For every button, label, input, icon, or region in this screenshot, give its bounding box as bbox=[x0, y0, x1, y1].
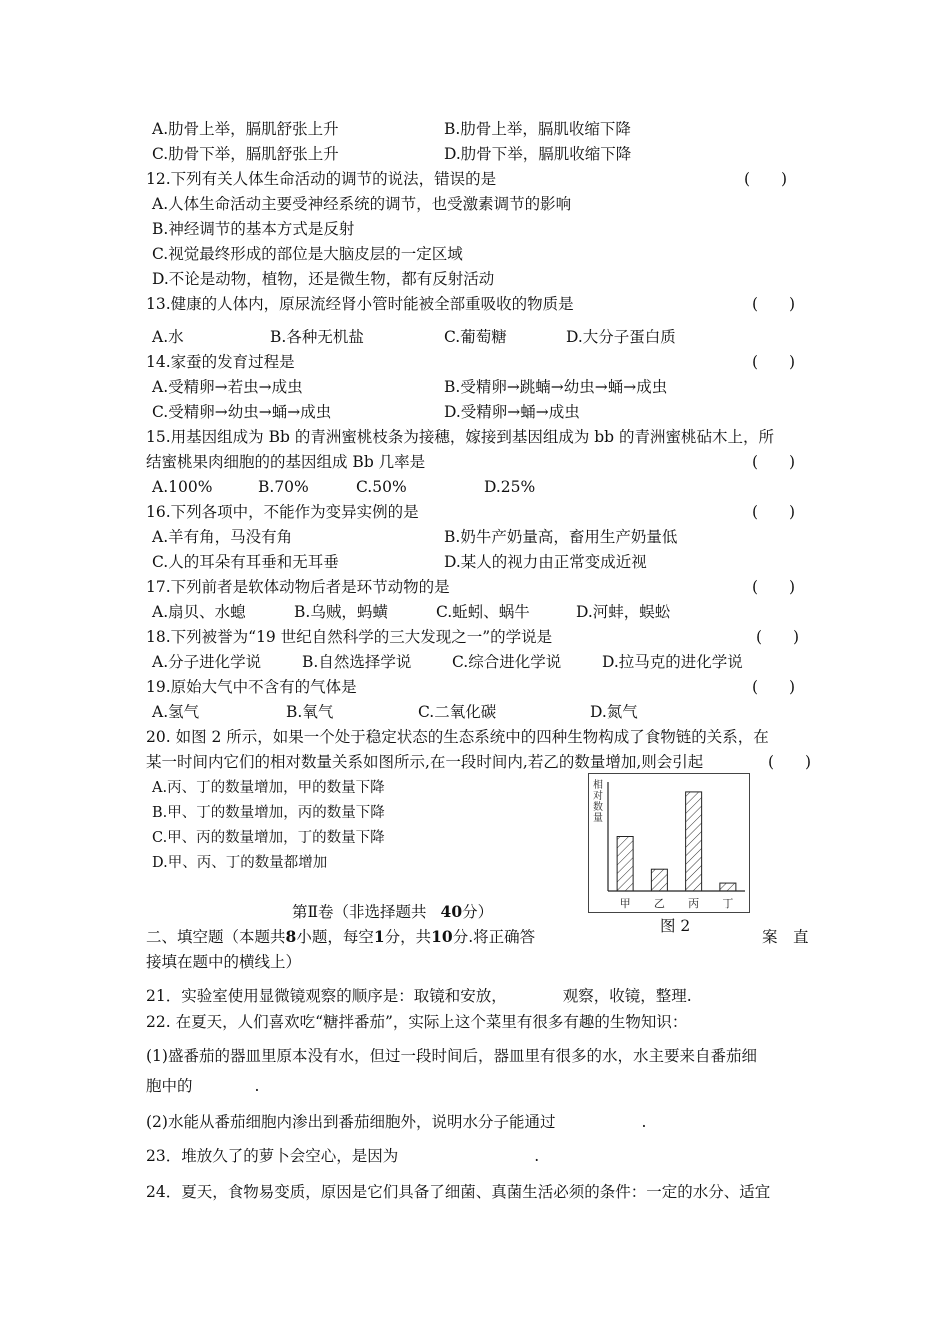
option-14c: C.受精卵→幼虫→蛹→成虫 bbox=[152, 403, 332, 421]
section-2-heading-tail: 案 直 bbox=[762, 928, 809, 946]
section-2-title: 第Ⅱ卷（非选择题共 40分） bbox=[292, 902, 494, 921]
option-11b: B.肋骨上举，膈肌收缩下降 bbox=[444, 120, 631, 138]
figure-2-caption: 图 2 bbox=[660, 917, 691, 935]
option-12c: C.视觉最终形成的部位是大脑皮层的一定区域 bbox=[152, 245, 463, 263]
answer-bracket-15: ( ) bbox=[752, 453, 796, 471]
option-19d: D.氮气 bbox=[590, 703, 638, 721]
question-21: 21．实验室使用显微镜观察的顺序是：取镜和安放， 观察，收镜，整理. bbox=[146, 987, 692, 1005]
option-11d: D.肋骨下举，膈肌收缩下降 bbox=[444, 145, 632, 163]
answer-bracket-13: ( ) bbox=[752, 295, 796, 313]
option-18a: A.分子进化学说 bbox=[152, 653, 262, 671]
option-15b: B.70% bbox=[258, 478, 309, 496]
question-22-part2: (2)水能从番茄细胞内渗出到番茄细胞外，说明水分子能通过 . bbox=[146, 1113, 647, 1131]
option-20b: B.甲、丁的数量增加，丙的数量下降 bbox=[152, 805, 385, 821]
category-label: 乙 bbox=[653, 897, 665, 910]
question-16-stem: 16.下列各项中，不能作为变异实例的是 bbox=[146, 503, 419, 521]
option-12d: D.不论是动物，植物，还是微生物，都有反射活动 bbox=[152, 270, 495, 288]
option-17b: B.乌贼，蚂蟥 bbox=[294, 603, 388, 621]
option-15d: D.25% bbox=[484, 478, 536, 496]
y-axis-label-char: 量 bbox=[593, 813, 603, 824]
question-12-stem: 12.下列有关人体生命活动的调节的说法，错误的是 bbox=[146, 170, 497, 188]
bar-3 bbox=[686, 792, 702, 891]
bar-1 bbox=[617, 837, 633, 892]
question-15-stem-line2: 结蜜桃果肉细胞的的基因组成 Bb 几率是 bbox=[146, 453, 426, 471]
section-2-heading-line2: 接填在题中的横线上） bbox=[146, 953, 302, 971]
option-14a: A.受精卵→若虫→成虫 bbox=[152, 378, 303, 396]
question-23: 23．堆放久了的萝卜会空心，是因为 . bbox=[146, 1147, 540, 1165]
answer-bracket-14: ( ) bbox=[752, 353, 796, 371]
answer-bracket-18: ( ) bbox=[756, 628, 800, 646]
option-17d: D.河蚌，蜈蚣 bbox=[576, 603, 671, 621]
option-20d: D.甲、丙、丁的数量都增加 bbox=[152, 855, 328, 871]
figure-2-bar-chart bbox=[588, 773, 750, 913]
category-label: 丙 bbox=[688, 897, 700, 910]
question-14-stem: 14.家蚕的发育过程是 bbox=[146, 353, 295, 371]
option-17c: C.蚯蚓、蜗牛 bbox=[436, 603, 530, 621]
option-16c: C.人的耳朵有耳垂和无耳垂 bbox=[152, 553, 339, 571]
category-label: 甲 bbox=[619, 897, 631, 910]
option-18d: D.拉马克的进化学说 bbox=[602, 653, 743, 671]
answer-bracket-17: ( ) bbox=[752, 578, 796, 596]
option-13a: A.水 bbox=[152, 328, 184, 346]
option-12a: A.人体生命活动主要受神经系统的调节，也受激素调节的影响 bbox=[152, 195, 572, 213]
question-22-part1-line2: 胞中的 . bbox=[146, 1077, 260, 1095]
option-19c: C.二氧化碳 bbox=[418, 703, 497, 721]
y-axis-label-char: 对 bbox=[593, 791, 603, 802]
question-13-stem: 13.健康的人体内，原尿流经肾小管时能被全部重吸收的物质是 bbox=[146, 295, 574, 313]
option-18c: C.综合进化学说 bbox=[452, 653, 562, 671]
question-24-stem: 24．夏天，食物易变质，原因是它们具备了细菌、真菌生活必须的条件：一定的水分、适宜 bbox=[146, 1183, 771, 1201]
option-20a: A.丙、丁的数量增加，甲的数量下降 bbox=[152, 780, 385, 796]
category-label: 丁 bbox=[722, 897, 734, 910]
question-22-stem: 22. 在夏天，人们喜欢吃“糖拌番茄”，实际上这个菜里有很多有趣的生物知识： bbox=[146, 1013, 688, 1031]
option-20c: C.甲、丙的数量增加，丁的数量下降 bbox=[152, 830, 385, 846]
section-2-heading-line1: 二、填空题（本题共8小题，每空1分，共10分.将正确答 bbox=[146, 927, 536, 946]
option-15a: A.100% bbox=[152, 478, 213, 496]
answer-bracket-16: ( ) bbox=[752, 503, 796, 521]
question-15-stem-line1: 15.用基因组成为 Bb 的青洲蜜桃枝条为接穗，嫁接到基因组成为 bb 的青洲蜜桃砧木上，所 bbox=[146, 428, 775, 446]
option-17a: A.扇贝、水螅 bbox=[152, 603, 246, 621]
option-13c: C.葡萄糖 bbox=[444, 328, 507, 346]
bar-2 bbox=[651, 869, 667, 891]
option-13d: D.大分子蛋白质 bbox=[566, 328, 676, 346]
option-11a: A.肋骨上举，膈肌舒张上升 bbox=[152, 120, 339, 138]
bar-4 bbox=[720, 883, 736, 891]
option-14b: B.受精卵→跳蝻→幼虫→蛹→成虫 bbox=[444, 378, 668, 396]
question-18-stem: 18.下列被誉为“19 世纪自然科学的三大发现之一”的学说是 bbox=[146, 628, 553, 646]
question-20-stem-line1: 20. 如图 2 所示，如果一个处于稳定状态的生态系统中的四种生物构成了食物链的关系，在 bbox=[146, 728, 769, 746]
option-19b: B.氧气 bbox=[286, 703, 334, 721]
option-12b: B.神经调节的基本方式是反射 bbox=[152, 220, 355, 238]
question-17-stem: 17.下列前者是软体动物后者是环节动物的是 bbox=[146, 578, 450, 596]
question-20-stem-line2: 某一时间内它们的相对数量关系如图所示,在一段时间内,若乙的数量增加,则会引起 bbox=[146, 753, 704, 771]
option-19a: A.氢气 bbox=[152, 703, 200, 721]
question-22-part1-line1: (1)盛番茄的器皿里原本没有水，但过一段时间后，器皿里有很多的水，水主要来自番茄细 bbox=[146, 1047, 757, 1065]
option-16b: B.奶牛产奶量高，畜用生产奶量低 bbox=[444, 528, 678, 546]
answer-bracket-12: ( ) bbox=[744, 170, 788, 188]
question-19-stem: 19.原始大气中不含有的气体是 bbox=[146, 678, 357, 696]
option-14d: D.受精卵→蛹→成虫 bbox=[444, 403, 580, 421]
option-16a: A.羊有角，马没有角 bbox=[152, 528, 293, 546]
bar-chart-svg bbox=[589, 774, 749, 912]
answer-bracket-19: ( ) bbox=[752, 678, 796, 696]
option-16d: D.某人的视力由正常变成近视 bbox=[444, 553, 647, 571]
y-axis-label-char: 数 bbox=[593, 802, 603, 813]
option-15c: C.50% bbox=[356, 478, 407, 496]
option-11c: C.肋骨下举，膈肌舒张上升 bbox=[152, 145, 339, 163]
option-13b: B.各种无机盐 bbox=[270, 328, 364, 346]
option-18b: B.自然选择学说 bbox=[302, 653, 412, 671]
answer-bracket-20: ( ) bbox=[768, 753, 812, 771]
y-axis-label-char: 相 bbox=[593, 780, 603, 791]
